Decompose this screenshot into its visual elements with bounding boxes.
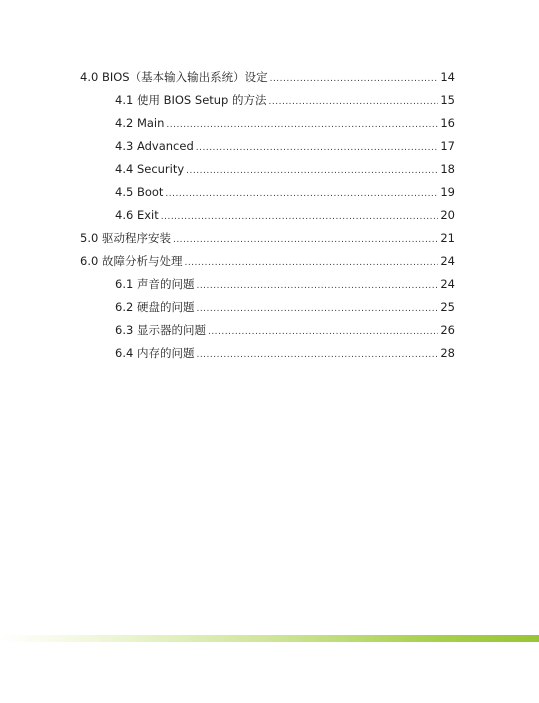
toc-entry-label: 4.6 Exit (115, 208, 159, 222)
toc-entry-page: 18 (440, 162, 455, 176)
toc-entry-5-0[interactable] (80, 231, 455, 245)
toc-entry-4-5[interactable] (115, 185, 455, 199)
toc-entry-label: 4.2 Main (115, 116, 165, 130)
toc-entry-4-4[interactable] (115, 162, 455, 176)
dot-leader (269, 95, 439, 109)
toc-entry-page: 20 (440, 208, 455, 222)
toc-entry-4-0[interactable] (80, 70, 455, 84)
toc-entry-label: 6.4 内存的问题 (115, 346, 195, 360)
toc-entry-label: 4.5 Boot (115, 185, 164, 199)
dot-leader (196, 279, 438, 293)
toc-entry-page: 28 (440, 346, 455, 360)
dot-leader (166, 118, 438, 132)
dot-leader (208, 325, 438, 339)
toc-entry-page: 16 (440, 116, 455, 130)
toc-entry-page: 24 (440, 254, 455, 268)
toc-entry-label: 6.3 显示器的问题 (115, 323, 206, 337)
dot-leader (196, 302, 438, 316)
toc-entry-page: 21 (440, 231, 455, 245)
dot-leader (165, 187, 438, 201)
toc-entry-page: 17 (440, 139, 455, 153)
toc-entry-4-2[interactable] (115, 116, 455, 130)
dot-leader (161, 210, 439, 224)
toc-entry-page: 15 (440, 93, 455, 107)
toc-entry-label: 6.1 声音的问题 (115, 277, 195, 291)
dot-leader (196, 141, 439, 155)
toc-entry-label: 4.0 BIOS（基本输入输出系统）设定 (80, 70, 268, 84)
dot-leader (184, 256, 438, 270)
toc-entry-page: 24 (440, 277, 455, 291)
toc-entry-6-0[interactable] (80, 254, 455, 268)
toc-entry-page: 14 (440, 70, 455, 84)
footer-accent-band (0, 635, 539, 642)
toc-entry-page: 19 (440, 185, 455, 199)
toc-entry-6-2[interactable] (115, 300, 455, 314)
toc-entry-page: 25 (440, 300, 455, 314)
toc-entry-label: 4.4 Security (115, 162, 185, 176)
dot-leader (173, 233, 438, 247)
dot-leader (270, 72, 439, 86)
toc-entry-4-6[interactable] (115, 208, 455, 222)
toc-entry-6-1[interactable] (115, 277, 455, 291)
dot-leader (186, 164, 438, 178)
toc-entry-label: 6.0 故障分析与处理 (80, 254, 183, 268)
toc-entry-4-1[interactable] (115, 93, 455, 107)
toc-entry-label: 6.2 硬盘的问题 (115, 300, 195, 314)
toc-entry-label: 4.1 使用 BIOS Setup 的方法 (115, 93, 267, 107)
toc-entry-label: 4.3 Advanced (115, 139, 194, 153)
toc-entry-page: 26 (440, 323, 455, 337)
toc-entry-6-4[interactable] (115, 346, 455, 360)
dot-leader (196, 348, 438, 362)
toc-entry-label: 5.0 驱动程序安装 (80, 231, 171, 245)
toc-entry-6-3[interactable] (115, 323, 455, 337)
toc-entry-4-3[interactable] (115, 139, 455, 153)
